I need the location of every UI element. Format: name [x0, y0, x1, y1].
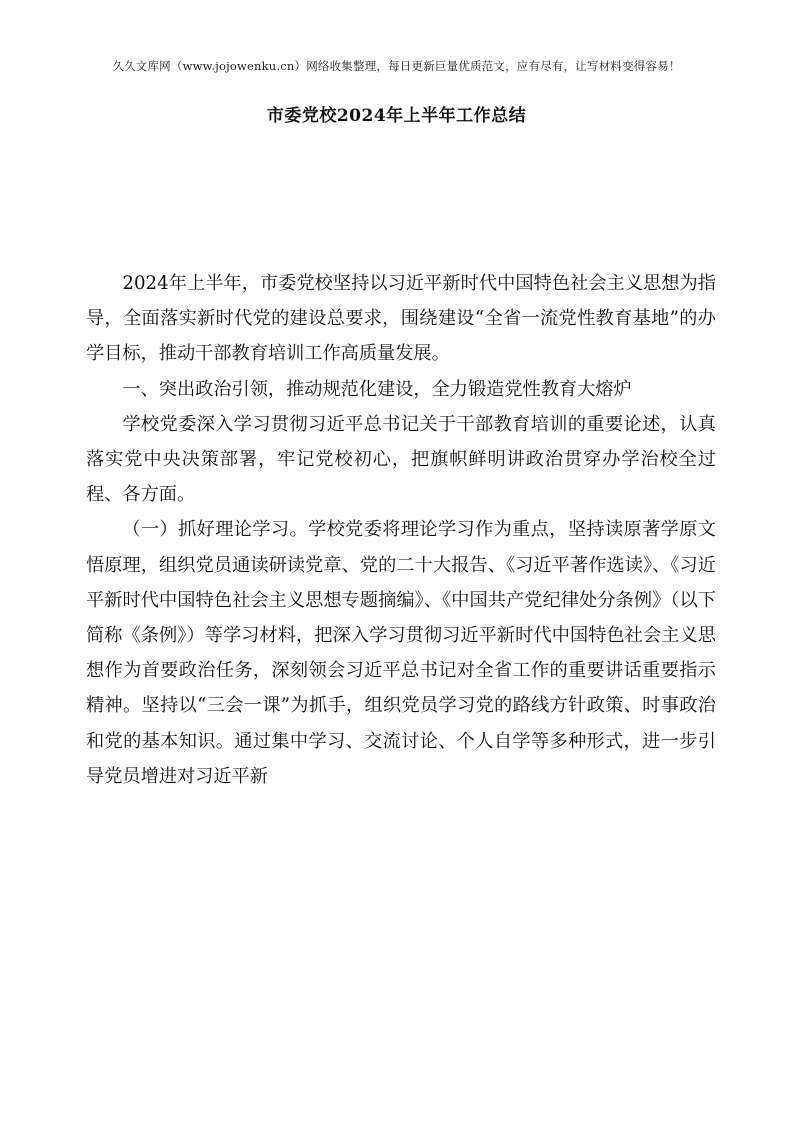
section-heading-1: 一、突出政治引领，推动规范化建设，全力锻造党性教育大熔炉 [122, 378, 632, 400]
document-body [86, 266, 716, 794]
header-note: 久久文库网（www.jojowenku.cn）网络收集整理，每日更新巨量优质范文，应有尽有，让写材料变得容易！ [112, 59, 681, 73]
paragraph-theory-study: （一）抓好理论学习。学校党委将理论学习作为重点，坚持读原著学原文悟原理，组织党员通读研读党章、党的二十大报告、《习近平著作选读》、《习近平新时代中国特色社会主义思想专题摘编》、《中国共产党纪律处分条例》（以下简称《条例》）等学习材料，把深入学习贯彻习近平新时代中国特色社会主义思想作为首要政治任务，深刻领会习近平总书记对全省工作的重要讲话重要指示精神。坚持以“三会一课”为抓手，组织党员学习党的路线方针政策、时事政治和党的基本知识。通过集中学习、交流讨论、个人自学等多种形式，进一步引导党员增进对习近平新 [86, 519, 716, 787]
paragraph-section-1: 学校党委深入学习贯彻习近平总书记关于干部教育培训的重要论述，认真落实党中央决策部署，牢记党校初心，把旗帜鲜明讲政治贯穿办学治校全过程、各方面。 [86, 413, 716, 506]
page-title: 市委党校2024年上半年工作总结 [266, 106, 527, 126]
paragraph-intro: 2024年上半年，市委党校坚持以习近平新时代中国特色社会主义思想为指导，全面落实新时代党的建设总要求，围绕建设“全省一流党性教育基地”的办学目标，推动干部教育培训工作高质量发展。 [86, 273, 716, 365]
